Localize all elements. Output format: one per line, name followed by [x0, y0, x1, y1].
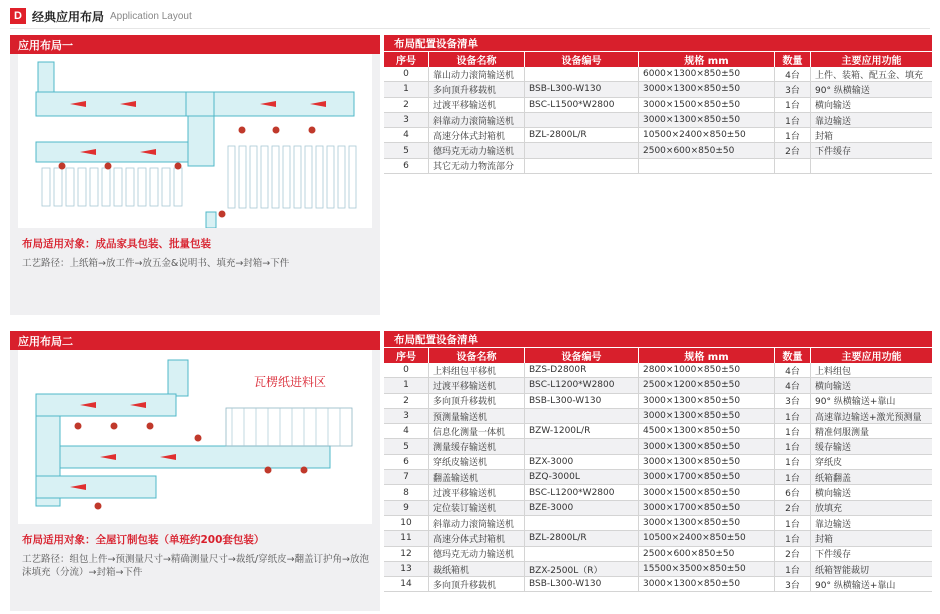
header-divider [10, 28, 930, 29]
table-row [384, 516, 932, 531]
layout-1-target: 布局适用对象：成品家具包装、批量包装 [22, 238, 211, 250]
table-cell [810, 159, 932, 174]
table-cell: BZX-2500L（R） [524, 562, 638, 577]
table-cell [638, 159, 774, 174]
table-cell: 1台 [774, 516, 810, 531]
column-header: 规格 mm [638, 51, 774, 67]
table-cell: 10500×2400×850±50 [638, 128, 774, 143]
conveyor-shape [226, 408, 352, 446]
conveyor-shape [338, 146, 345, 208]
operator-marker [105, 163, 112, 170]
table-cell: 3000×1300×850±50 [638, 113, 774, 128]
conveyor-shape [250, 146, 257, 208]
conveyor-shape [36, 394, 176, 416]
table-cell: BZW-1200L/R [524, 424, 638, 439]
conveyor-shape [126, 168, 134, 206]
table-cell: 15500×3500×850±50 [638, 562, 774, 577]
table-row [384, 424, 932, 439]
table-cell: 4 [384, 128, 428, 143]
table-cell: BZS-D2800R [524, 363, 638, 378]
table-cell: 靠边输送 [810, 516, 932, 531]
table-cell: BSB-L300-W130 [524, 577, 638, 592]
table-cell: 多向顶升移载机 [428, 577, 524, 592]
conveyor-shape [162, 168, 170, 206]
conveyor-shape [36, 142, 188, 162]
table-cell: 过渡平移输送机 [428, 98, 524, 113]
table-cell: 下件缓存 [810, 547, 932, 562]
table-cell: 2台 [774, 547, 810, 562]
table-cell: BZL-2800L/R [524, 128, 638, 143]
table-cell: 5 [384, 143, 428, 158]
table-cell: 4台 [774, 378, 810, 393]
table-cell: BZX-3000 [524, 455, 638, 470]
table-cell: 测量缓存输送机 [428, 439, 524, 454]
table-cell: 封箱 [810, 128, 932, 143]
table-cell: 1台 [774, 455, 810, 470]
conveyor-shape [66, 168, 74, 206]
conveyor-shape [228, 146, 235, 208]
table-cell: BSC-L1500*W2800 [524, 98, 638, 113]
layout-1-process: 工艺路径：上纸箱→放工件→放五金&说明书、填充→封箱→下件 [22, 258, 290, 269]
table-cell [524, 409, 638, 424]
table-row [384, 98, 932, 113]
table-cell: 3000×1300×850±50 [638, 82, 774, 97]
layout-2-floorplan [18, 350, 372, 524]
layout-section-2 [10, 331, 932, 611]
operator-marker [301, 467, 308, 474]
table-cell: 横向输送 [810, 485, 932, 500]
table-cell: 定位装订输送机 [428, 501, 524, 516]
table-cell: 信息化测量一体机 [428, 424, 524, 439]
table-cell: 0 [384, 363, 428, 378]
conveyor-shape [138, 168, 146, 206]
layout-section-1 [10, 35, 932, 315]
table-cell: 上件、装箱、配五金、填充 [810, 67, 932, 82]
conveyor-shape [38, 62, 54, 92]
column-header: 主要应用功能 [810, 51, 932, 67]
table-cell [524, 547, 638, 562]
table-cell: 5 [384, 439, 428, 454]
table-cell: 1台 [774, 113, 810, 128]
layout-2-table-title: 布局配置设备清单 [384, 331, 932, 347]
table-cell: 预测量输送机 [428, 409, 524, 424]
table-cell: BSC-L1200*W2800 [524, 378, 638, 393]
table-cell: 3 [384, 113, 428, 128]
table-cell: 斜靠动力滚筒输送机 [428, 516, 524, 531]
table-cell: 2 [384, 98, 428, 113]
conveyor-shape [305, 146, 312, 208]
operator-marker [195, 435, 202, 442]
table-cell: 下件缓存 [810, 143, 932, 158]
table-row [384, 439, 932, 454]
table-cell: 靠山动力滚筒输送机 [428, 67, 524, 82]
table-cell: 12 [384, 547, 428, 562]
layout-2-process: 工艺路径：组包上件→预测量尺寸→精确测量尺寸→裁纸/穿纸皮→翻盖订护角→放泡沫填充（分流）→封箱→下件 [22, 554, 370, 578]
table-cell: 过渡平移输送机 [428, 485, 524, 500]
table-cell: 90° 纵横输送+靠山 [810, 394, 932, 409]
table-cell: BSB-L300-W130 [524, 82, 638, 97]
table-cell: 2500×1200×850±50 [638, 378, 774, 393]
operator-marker [147, 423, 154, 430]
layout-1-diagram [18, 54, 372, 228]
operator-marker [239, 127, 246, 134]
conveyor-shape [168, 360, 188, 396]
table-row [384, 470, 932, 485]
table-cell: 3000×1300×850±50 [638, 516, 774, 531]
table-cell: 穿纸皮输送机 [428, 455, 524, 470]
table-cell: 1台 [774, 409, 810, 424]
table-cell: 翻盖输送机 [428, 470, 524, 485]
table-cell: 放填充 [810, 501, 932, 516]
conveyor-shape [283, 146, 290, 208]
table-row [384, 409, 932, 424]
column-header: 主要应用功能 [810, 347, 932, 363]
layout-2-panel [10, 331, 380, 611]
conveyor-shape [36, 476, 156, 498]
table-cell: 4500×1300×850±50 [638, 424, 774, 439]
table-cell: 德玛克无动力输送机 [428, 143, 524, 158]
column-header: 数量 [774, 51, 810, 67]
table-cell [524, 67, 638, 82]
conveyor-shape [294, 146, 301, 208]
operator-marker [265, 467, 272, 474]
table-row [384, 547, 932, 562]
table-cell: 4台 [774, 67, 810, 82]
table-cell: 1台 [774, 470, 810, 485]
operator-marker [75, 423, 82, 430]
table-cell: 3000×1300×850±50 [638, 455, 774, 470]
table-cell: 3000×1500×850±50 [638, 485, 774, 500]
table-cell: BSB-L300-W130 [524, 394, 638, 409]
conveyor-shape [150, 168, 158, 206]
operator-marker [219, 211, 226, 218]
table-row [384, 577, 932, 592]
table-cell: 90° 纵横输送 [810, 82, 932, 97]
table-cell: 多向顶升移载机 [428, 82, 524, 97]
operator-marker [59, 163, 66, 170]
table-cell: 穿纸皮 [810, 455, 932, 470]
conveyor-shape [261, 146, 268, 208]
table-cell: 高速靠边输送+激光预测量 [810, 409, 932, 424]
table-cell: 1台 [774, 424, 810, 439]
table-cell: 多向顶升移载机 [428, 394, 524, 409]
conveyor-shape [206, 212, 216, 228]
table-cell: 9 [384, 501, 428, 516]
table-cell: 10500×2400×850±50 [638, 531, 774, 546]
table-cell: 1 [384, 82, 428, 97]
table-row [384, 394, 932, 409]
table-cell: 3000×1300×850±50 [638, 577, 774, 592]
table-cell: 14 [384, 577, 428, 592]
table-cell: 2 [384, 394, 428, 409]
column-header: 设备名称 [428, 347, 524, 363]
table-cell: 纸箱智能裁切 [810, 562, 932, 577]
column-header: 设备编号 [524, 347, 638, 363]
table-cell: 纸箱翻盖 [810, 470, 932, 485]
conveyor-shape [90, 168, 98, 206]
table-cell: 90° 纵横输送+靠山 [810, 577, 932, 592]
table-cell: 1台 [774, 562, 810, 577]
layout-2-title: 应用布局二 [10, 331, 380, 350]
table-cell: 高速分体式封箱机 [428, 531, 524, 546]
conveyor-shape [54, 168, 62, 206]
page-subtitle: Application Layout [110, 10, 192, 22]
table-cell: 2台 [774, 501, 810, 516]
layout-1-table-title: 布局配置设备清单 [384, 35, 932, 51]
table-row [384, 531, 932, 546]
table-cell: 缓存输送 [810, 439, 932, 454]
column-header: 数量 [774, 347, 810, 363]
table-cell [774, 159, 810, 174]
table-cell: 11 [384, 531, 428, 546]
table-cell: 2800×1000×850±50 [638, 363, 774, 378]
table-cell: 3000×1500×850±50 [638, 98, 774, 113]
table-cell: 封箱 [810, 531, 932, 546]
table-cell: 斜靠动力滚筒输送机 [428, 113, 524, 128]
layout-1-panel [10, 35, 380, 315]
table-cell: 1台 [774, 98, 810, 113]
table-cell: 3台 [774, 577, 810, 592]
operator-marker [273, 127, 280, 134]
layout-1-equipment-table [384, 51, 932, 174]
operator-marker [95, 503, 102, 510]
layout-2-equipment-list [384, 331, 932, 592]
conveyor-shape [102, 168, 110, 206]
table-row [384, 82, 932, 97]
brand-logo: D [10, 8, 26, 24]
table-cell: 3 [384, 409, 428, 424]
layout-1-equipment-list [384, 35, 932, 174]
table-cell: 2500×600×850±50 [638, 547, 774, 562]
conveyor-shape [174, 168, 182, 206]
table-cell: 2500×600×850±50 [638, 143, 774, 158]
layout-2-diagram [18, 350, 372, 524]
table-row [384, 363, 932, 378]
table-cell: 1台 [774, 439, 810, 454]
table-row [384, 485, 932, 500]
table-cell: 6台 [774, 485, 810, 500]
table-row [384, 501, 932, 516]
conveyor-shape [349, 146, 356, 208]
table-cell: 横向输送 [810, 98, 932, 113]
table-cell: 1台 [774, 531, 810, 546]
conveyor-shape [186, 92, 214, 116]
table-row [384, 455, 932, 470]
conveyor-shape [78, 168, 86, 206]
column-header: 规格 mm [638, 347, 774, 363]
conveyor-shape [239, 146, 246, 208]
table-cell [524, 143, 638, 158]
table-cell: 6000×1300×850±50 [638, 67, 774, 82]
table-cell: 靠边输送 [810, 113, 932, 128]
conveyor-shape [214, 92, 354, 116]
conveyor-shape [36, 92, 186, 116]
page-header [10, 6, 192, 26]
table-cell: 德玛克无动力输送机 [428, 547, 524, 562]
table-cell: 裁纸箱机 [428, 562, 524, 577]
table-cell: 4 [384, 424, 428, 439]
table-cell: 0 [384, 67, 428, 82]
table-cell: 2台 [774, 143, 810, 158]
column-header: 设备编号 [524, 51, 638, 67]
layout-1-title: 应用布局一 [10, 35, 380, 54]
layout-2-equipment-table [384, 347, 932, 592]
table-cell: 3台 [774, 394, 810, 409]
table-row [384, 113, 932, 128]
table-cell: 精准伺服测量 [810, 424, 932, 439]
table-cell: 6 [384, 159, 428, 174]
operator-marker [175, 163, 182, 170]
table-cell: 3000×1300×850±50 [638, 439, 774, 454]
table-cell: 3000×1700×850±50 [638, 470, 774, 485]
table-cell: 1 [384, 378, 428, 393]
table-cell [524, 439, 638, 454]
table-row [384, 143, 932, 158]
table-row [384, 67, 932, 82]
table-cell: BZE-3000 [524, 501, 638, 516]
table-cell: 3000×1300×850±50 [638, 394, 774, 409]
table-row [384, 562, 932, 577]
conveyor-shape [42, 168, 50, 206]
table-cell: 上料组包平移机 [428, 363, 524, 378]
table-cell: 1台 [774, 128, 810, 143]
column-header: 设备名称 [428, 51, 524, 67]
conveyor-shape [188, 116, 214, 166]
table-cell: 13 [384, 562, 428, 577]
table-cell: 6 [384, 455, 428, 470]
table-cell: 7 [384, 470, 428, 485]
diagram-area-label: 瓦楞纸进料区 [254, 375, 327, 389]
table-cell: BZL-2800L/R [524, 531, 638, 546]
table-cell: 3台 [774, 82, 810, 97]
table-row [384, 159, 932, 174]
table-cell: 高速分体式封箱机 [428, 128, 524, 143]
conveyor-shape [327, 146, 334, 208]
table-cell: 横向输送 [810, 378, 932, 393]
layout-2-target: 布局适用对象：全屋订制包装（单班约200套包装） [22, 534, 265, 546]
conveyor-shape [272, 146, 279, 208]
table-cell: 过渡平移输送机 [428, 378, 524, 393]
table-row [384, 128, 932, 143]
table-cell [524, 159, 638, 174]
table-cell [524, 516, 638, 531]
table-cell: 4台 [774, 363, 810, 378]
conveyor-shape [316, 146, 323, 208]
table-cell: 其它无动力物流部分 [428, 159, 524, 174]
table-cell: 3000×1300×850±50 [638, 409, 774, 424]
table-cell [524, 113, 638, 128]
table-cell: 上料组包 [810, 363, 932, 378]
column-header: 序号 [384, 347, 428, 363]
table-cell: 10 [384, 516, 428, 531]
table-cell: BZQ-3000L [524, 470, 638, 485]
layout-1-floorplan [18, 54, 372, 228]
column-header: 序号 [384, 51, 428, 67]
operator-marker [309, 127, 316, 134]
table-cell: BSC-L1200*W2800 [524, 485, 638, 500]
page-title: 经典应用布局 [32, 9, 105, 24]
table-row [384, 378, 932, 393]
table-cell: 3000×1700×850±50 [638, 501, 774, 516]
table-cell: 8 [384, 485, 428, 500]
operator-marker [111, 423, 118, 430]
conveyor-shape [114, 168, 122, 206]
